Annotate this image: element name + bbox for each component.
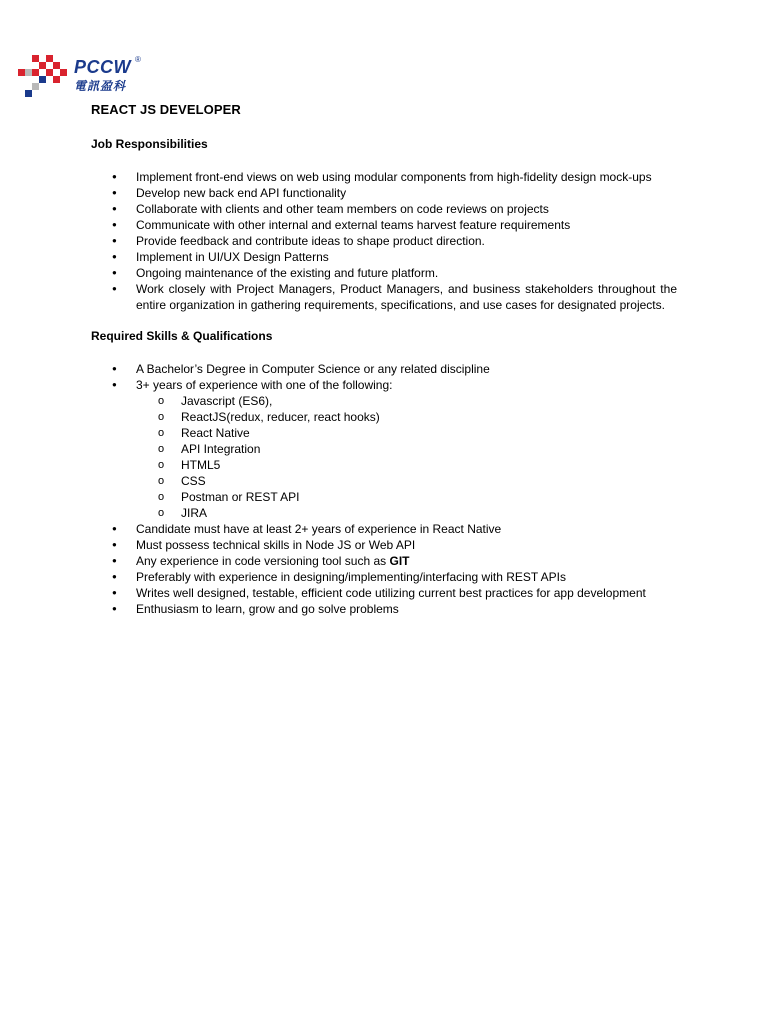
list-item: ● Ongoing maintenance of the existing and future platform. bbox=[91, 265, 677, 281]
list-item: ● Work closely with Project Managers, Product Managers, and business stakeholders throughout the entire organization in gathering requirements, specifications, and use cases for designated projects. bbox=[91, 281, 677, 313]
sub-list-item: o HTML5 bbox=[136, 457, 677, 473]
sub-list-item: o API Integration bbox=[136, 441, 677, 457]
list-item: ● Implement in UI/UX Design Patterns bbox=[91, 249, 677, 265]
list-item: ● A Bachelor’s Degree in Computer Science or any related discipline bbox=[91, 361, 677, 377]
logo-brand-text: PCCW bbox=[74, 57, 131, 77]
list-item: ● Writes well designed, testable, efficient code utilizing current best practices for app development bbox=[91, 585, 677, 601]
list-item: ● Enthusiasm to learn, grow and go solve problems bbox=[91, 601, 677, 617]
list-item: ● Candidate must have at least 2+ years of experience in React Native bbox=[91, 521, 677, 537]
job-description bbox=[91, 102, 677, 617]
logo-registered-mark: ® bbox=[135, 55, 141, 64]
list-item: ● Preferably with experience in designing/implementing/interfacing with REST APIs bbox=[91, 569, 677, 585]
list-item bbox=[91, 553, 677, 569]
sub-list-item: o Javascript (ES6), bbox=[136, 393, 677, 409]
page-title: REACT JS DEVELOPER bbox=[91, 102, 241, 117]
list-item: ● Must possess technical skills in Node JS or Web API bbox=[91, 537, 677, 553]
qualifications-list bbox=[91, 361, 677, 617]
list-item-text: 3+ years of experience with one of the following: bbox=[136, 378, 393, 392]
pccw-logo-squares-icon bbox=[18, 55, 68, 97]
pccw-logo bbox=[18, 55, 148, 97]
list-item: ● Develop new back end API functionality bbox=[91, 185, 677, 201]
sub-list-item: o JIRA bbox=[136, 505, 677, 521]
responsibilities-heading: Job Responsibilities bbox=[91, 137, 208, 151]
sub-list-item: o CSS bbox=[136, 473, 677, 489]
sub-list-item: o ReactJS(redux, reducer, react hooks) bbox=[136, 409, 677, 425]
list-item: ● Implement front-end views on web using modular components from high-fidelity design mock-ups bbox=[91, 169, 677, 185]
list-item: ● Collaborate with clients and other team members on code reviews on projects bbox=[91, 201, 677, 217]
qualifications-heading: Required Skills & Qualifications bbox=[91, 329, 273, 343]
list-item: ● Communicate with other internal and external teams harvest feature requirements bbox=[91, 217, 677, 233]
sub-list-item: o Postman or REST API bbox=[136, 489, 677, 505]
responsibilities-list bbox=[91, 169, 677, 313]
logo-chinese-text: 電訊盈科 bbox=[74, 79, 127, 93]
skills-sublist bbox=[136, 393, 677, 521]
list-item-text: Any experience in code versioning tool such as bbox=[136, 554, 390, 568]
git-label: GIT bbox=[389, 554, 410, 568]
sub-list-item: o React Native bbox=[136, 425, 677, 441]
list-item bbox=[91, 377, 677, 521]
list-item: ● Provide feedback and contribute ideas to shape product direction. bbox=[91, 233, 677, 249]
